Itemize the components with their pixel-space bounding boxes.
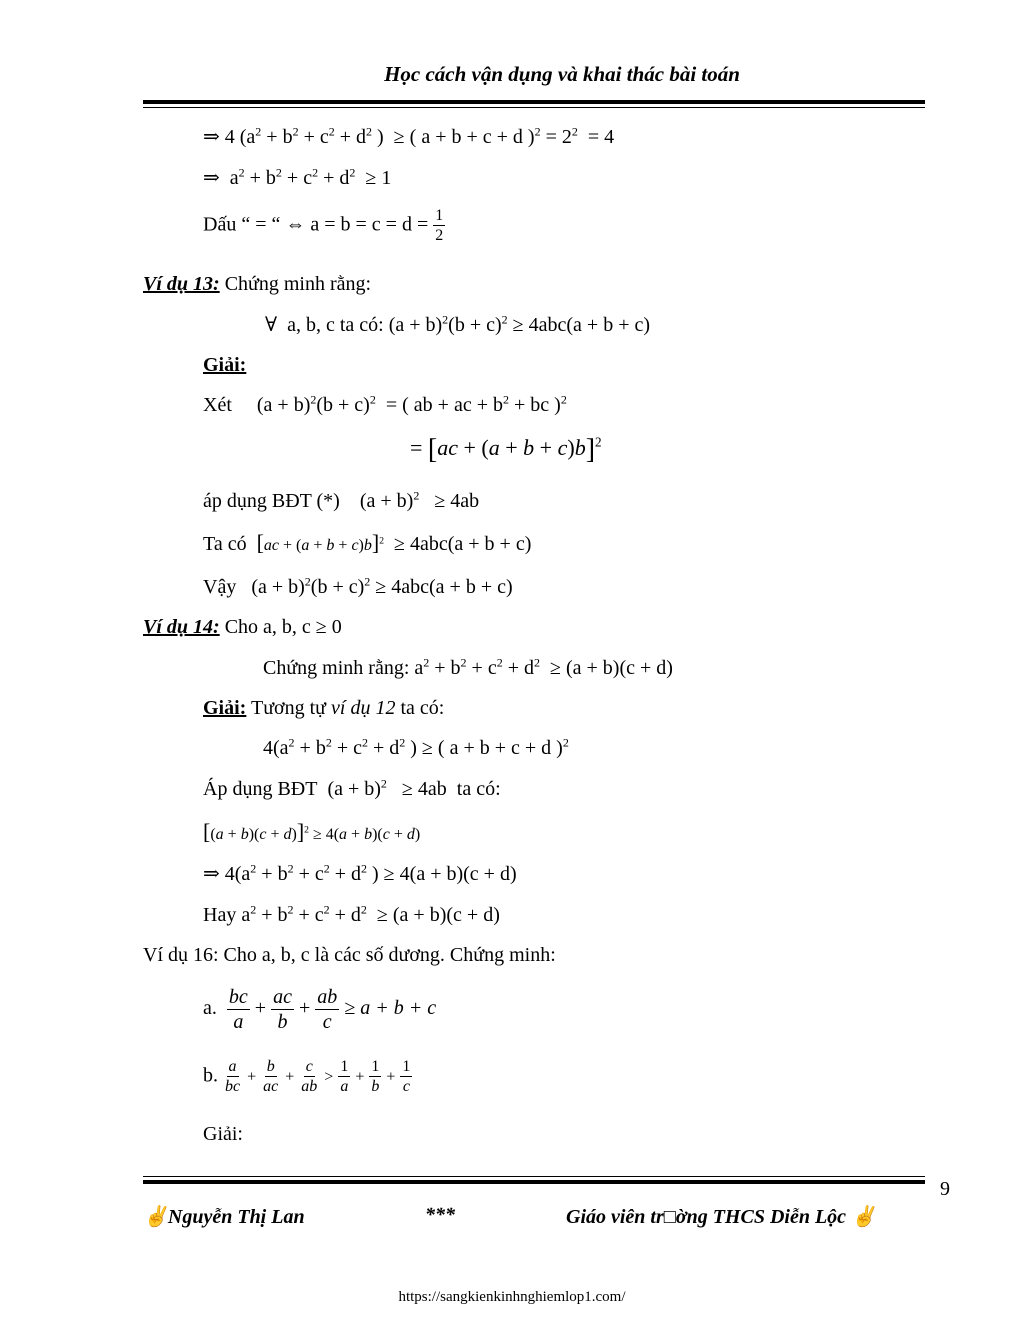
denominator: bc [225,1078,241,1096]
part-b-label: b. [203,1064,218,1087]
frac-1-over-c [400,1057,412,1096]
plus-sign: + [355,1068,365,1086]
solution-1-label: Giải: [203,354,247,376]
numerator: ac [273,986,292,1008]
example-14-text: Cho a, b, c ≥ 0 [219,616,342,638]
frac-bc-over-a [227,985,250,1034]
page-number: 9 [940,1178,950,1200]
solution-3-heading [203,1122,243,1146]
frac-1-over-a [338,1057,350,1096]
part-b-inequality [203,1057,412,1096]
frac-a-over-bc [223,1057,242,1096]
fraction-denominator: 2 [435,227,444,245]
implication-line-1: ⇒ 4 ($a^2 + b^2 + c^2 + d^2$ ) ≥ ( a + b + c + d )$^2 = 2^2 = 4$ [203,124,615,148]
example-16-heading [143,943,556,967]
plus-sign: + [298,997,311,1020]
one-half-fraction [433,206,445,245]
frac-ab-over-c [315,985,339,1034]
numerator: 1 [338,1057,350,1077]
example-13-heading [143,272,371,296]
we-have-suffix: ≥ 4abc(a + b + c) [394,533,532,555]
example-16-text: Ví dụ 16: Cho a, b, c là các số dương. Chứng minh: [143,944,556,966]
footer-stars: *** [425,1204,455,1226]
hence-line: Hay $a^2 + b^2 + c^2 + d^2 \ge (a + b)(c + d)$ [203,902,500,926]
plus-sign: + [386,1068,396,1086]
example-12-reference: ví dụ 12 [331,697,396,719]
numerator: ab [317,986,338,1008]
example-13-label: Ví dụ 13: [143,273,220,295]
apply-inequality-1: áp dụng BĐT (*) $(a + b)^2 \ge 4ab$ [203,488,480,512]
footer-author: ✌Nguyễn Thị Lan [143,1206,305,1228]
numerator: b [265,1057,277,1077]
header-title: Học cách vận dụng và khai thác bài toán [384,62,740,86]
conclusion-line: Vậy $(a + b)^2(b + c)^2 \ge 4abc(a + b + c)$ [203,574,513,598]
example-13-text: Chứng minh rằng: [219,273,372,295]
solution-3-label: Giải: [203,1123,243,1145]
bracket-equality: = [ac + (a + b + c)b]$^2$ [410,434,602,465]
apply-inequality-2: Áp dụng BĐT $(a + b)^2 \ge 4ab$ ta có: [203,776,501,800]
solution-1-heading [203,353,246,377]
plus-sign: + [247,1068,257,1086]
footer-rule-thin [143,1176,925,1177]
equality-condition [203,206,445,245]
greater-than-sign: > [324,1068,334,1086]
footer-rule-thick [143,1180,925,1184]
plus-sign: + [285,1068,295,1086]
frac-ac-over-b [271,985,294,1034]
we-have-prefix: Ta có [203,533,247,555]
denominator: a [233,1011,244,1033]
denominator: c [322,1011,332,1033]
frac-c-over-ab [299,1057,319,1096]
frac-1-over-b [369,1057,381,1096]
plus-sign: + [254,997,267,1020]
numerator: bc [228,986,248,1008]
frac-b-over-ac [261,1057,280,1096]
part-a-label: a. [203,997,217,1020]
solution-2-text-a: Tương tự [246,697,332,719]
we-have-line [203,531,531,558]
example-13-statement: ∀ a, b, c ta có: $(a + b)^2(b + c)^2 \ge 4abc(a + b + c)$ [265,312,651,336]
small-bracket-expression: [ac + (a + b + c)b]$^2$ [256,530,384,555]
part-a-inequality [203,985,436,1034]
example-14-label: Ví dụ 14: [143,616,220,638]
example-14-heading [143,615,342,639]
denominator: a [340,1078,349,1096]
denominator: c [402,1078,410,1096]
numerator: 1 [369,1057,381,1077]
product-inequality: $[(a + b)(c + d)]^2 \ge 4(a + b)(c + d)$ [203,819,421,844]
denominator: ab [301,1078,318,1096]
solution-2-heading [203,696,444,720]
header-rule-thin [143,107,925,108]
footer-school: Giáo viên tr□ờng THCS Diễn Lộc ✌ [566,1206,876,1228]
header-rule-thick [143,100,925,104]
denominator: ac [263,1078,279,1096]
solution-2-label: Giải: [203,697,247,719]
numerator: c [304,1057,315,1077]
part-a-rhs: ≥ a + b + c [344,997,437,1020]
denominator: b [371,1078,380,1096]
fraction-numerator: 1 [433,206,445,226]
example-14-statement: Chứng minh rằng: $a^2 + b^2 + c^2 + d^2 \ge (a + b)(c + d)$ [263,655,673,679]
solution-2-text-b: ta có: [395,697,445,719]
denominator: b [277,1011,288,1033]
equality-text: Dấu “ = “ ⇔ a = b = c = d = [203,213,429,236]
numerator: 1 [400,1057,412,1077]
implication-line-2: ⇒ $a^2 + b^2 + c^2 + d^2 \ge 1$ [203,165,392,189]
source-url: https://sangkienkinhnghiemlop1.com/ [398,1289,626,1305]
consider-line: Xét $(a + b)^2(b + c)^2$ = ( ab + ac + $b^2$ + bc )$^2$ [203,392,567,416]
implication-line-3: ⇒ $4(a^2 + b^2 + c^2 + d^2$ ) ≥ 4(a + b)(c + d) [203,861,517,885]
inequality-sum-squares: $4(a^2 + b^2 + c^2 + d^2$ ) ≥ ( a + b + c + d )$^2$ [263,735,569,759]
numerator: a [227,1057,239,1077]
